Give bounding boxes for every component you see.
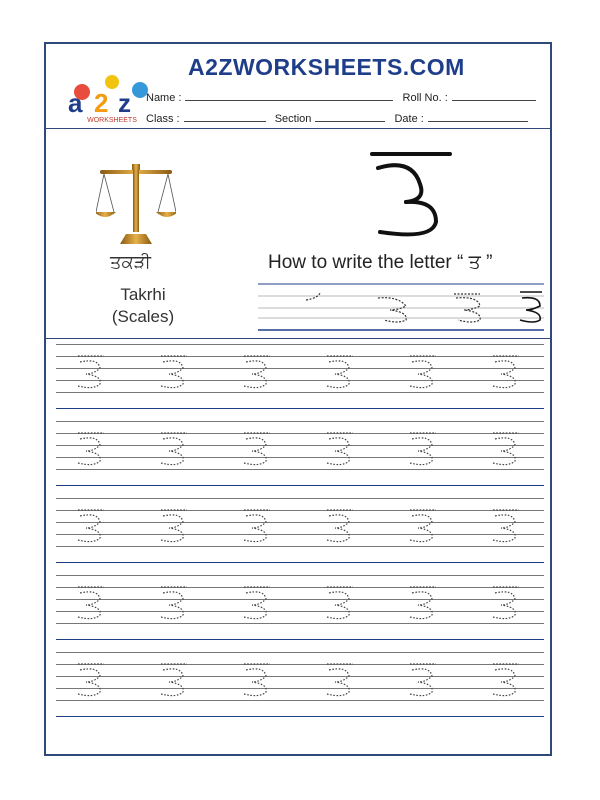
how-to-prefix: How to write the letter “ bbox=[268, 252, 469, 273]
form-row-2 bbox=[146, 111, 534, 125]
roll-field[interactable] bbox=[452, 90, 536, 101]
trace-letter[interactable] bbox=[238, 354, 272, 392]
trace-letter[interactable] bbox=[404, 354, 438, 392]
scales-icon bbox=[96, 158, 176, 250]
svg-text:a: a bbox=[68, 88, 83, 118]
guide-line bbox=[56, 587, 544, 588]
guide-line bbox=[56, 639, 544, 640]
trace-letter[interactable] bbox=[321, 431, 355, 469]
guide-line bbox=[56, 599, 544, 600]
guide-line bbox=[56, 485, 544, 486]
trace-letter[interactable] bbox=[321, 585, 355, 623]
trace-letter[interactable] bbox=[238, 508, 272, 546]
worksheet-header bbox=[46, 44, 550, 129]
svg-text:WORKSHEETS: WORKSHEETS bbox=[87, 117, 137, 124]
trace-letter[interactable] bbox=[238, 431, 272, 469]
guide-line bbox=[56, 534, 544, 535]
trace-letter[interactable] bbox=[404, 662, 438, 700]
practice-row bbox=[56, 650, 544, 724]
guide-line bbox=[56, 688, 544, 689]
how-to-letter: ਤ bbox=[468, 252, 481, 273]
trace-letter[interactable] bbox=[404, 508, 438, 546]
svg-text:2: 2 bbox=[94, 88, 109, 118]
guide-line bbox=[56, 356, 544, 357]
trace-letter[interactable] bbox=[487, 508, 521, 546]
trace-letter[interactable] bbox=[155, 354, 189, 392]
guide-line bbox=[56, 344, 544, 345]
trace-letter[interactable] bbox=[72, 585, 106, 623]
trace-letter[interactable] bbox=[72, 508, 106, 546]
trace-letter[interactable] bbox=[155, 431, 189, 469]
guide-line bbox=[56, 546, 544, 547]
how-to-suffix: ” bbox=[480, 252, 493, 273]
guide-line bbox=[56, 433, 544, 434]
practice-row bbox=[56, 342, 544, 416]
trace-letter[interactable] bbox=[321, 662, 355, 700]
guide-line bbox=[56, 716, 544, 717]
trace-letter[interactable] bbox=[238, 585, 272, 623]
guide-line bbox=[56, 469, 544, 470]
guide-line bbox=[56, 575, 544, 576]
date-label: Date : bbox=[394, 113, 424, 125]
guide-line bbox=[56, 368, 544, 369]
guide-line bbox=[56, 510, 544, 511]
site-title: A2ZWORKSHEETS.COM bbox=[188, 54, 465, 80]
practice-row bbox=[56, 496, 544, 570]
trace-letter[interactable] bbox=[72, 354, 106, 392]
english-word bbox=[108, 284, 178, 328]
section-label: Section bbox=[274, 113, 312, 125]
name-field[interactable] bbox=[185, 90, 393, 101]
form-row-1 bbox=[146, 90, 542, 104]
class-field[interactable] bbox=[184, 111, 266, 122]
guide-line bbox=[56, 623, 544, 624]
model-section bbox=[46, 128, 550, 339]
stroke-order-guide bbox=[258, 280, 544, 332]
guide-line bbox=[56, 421, 544, 422]
trace-letter[interactable] bbox=[321, 354, 355, 392]
guide-line bbox=[56, 408, 544, 409]
practice-area bbox=[56, 342, 544, 712]
guide-line bbox=[56, 700, 544, 701]
guide-line bbox=[56, 457, 544, 458]
guide-line bbox=[56, 652, 544, 653]
trace-letter[interactable] bbox=[321, 508, 355, 546]
trace-letter[interactable] bbox=[72, 431, 106, 469]
name-label: Name : bbox=[146, 92, 182, 104]
guide-line bbox=[56, 498, 544, 499]
gurmukhi-word: ਤਕੜੀ bbox=[110, 252, 151, 272]
trace-letter[interactable] bbox=[72, 662, 106, 700]
trace-letter[interactable] bbox=[487, 662, 521, 700]
model-letter-glyph bbox=[366, 140, 456, 240]
guide-line bbox=[56, 562, 544, 563]
how-to-heading bbox=[268, 252, 492, 274]
guide-line bbox=[56, 522, 544, 523]
roll-label: Roll No. : bbox=[402, 92, 448, 104]
guide-line bbox=[56, 611, 544, 612]
guide-line bbox=[56, 392, 544, 393]
trace-letter[interactable] bbox=[155, 662, 189, 700]
practice-row bbox=[56, 573, 544, 647]
trace-letter[interactable] bbox=[404, 585, 438, 623]
guide-line bbox=[56, 664, 544, 665]
guide-line bbox=[56, 445, 544, 446]
english-meaning: (Scales) bbox=[111, 307, 175, 326]
trace-letter[interactable] bbox=[155, 585, 189, 623]
date-field[interactable] bbox=[428, 111, 528, 122]
trace-letter[interactable] bbox=[155, 508, 189, 546]
trace-letter[interactable] bbox=[238, 662, 272, 700]
class-label: Class : bbox=[146, 113, 180, 125]
guide-line bbox=[56, 380, 544, 381]
english-word-label: Takrhi bbox=[120, 285, 166, 304]
svg-text:z: z bbox=[118, 88, 131, 118]
practice-row bbox=[56, 419, 544, 493]
trace-letter[interactable] bbox=[487, 585, 521, 623]
trace-letter[interactable] bbox=[487, 354, 521, 392]
section-field[interactable] bbox=[315, 111, 385, 122]
guide-line bbox=[56, 676, 544, 677]
trace-letter[interactable] bbox=[487, 431, 521, 469]
trace-letter[interactable] bbox=[404, 431, 438, 469]
